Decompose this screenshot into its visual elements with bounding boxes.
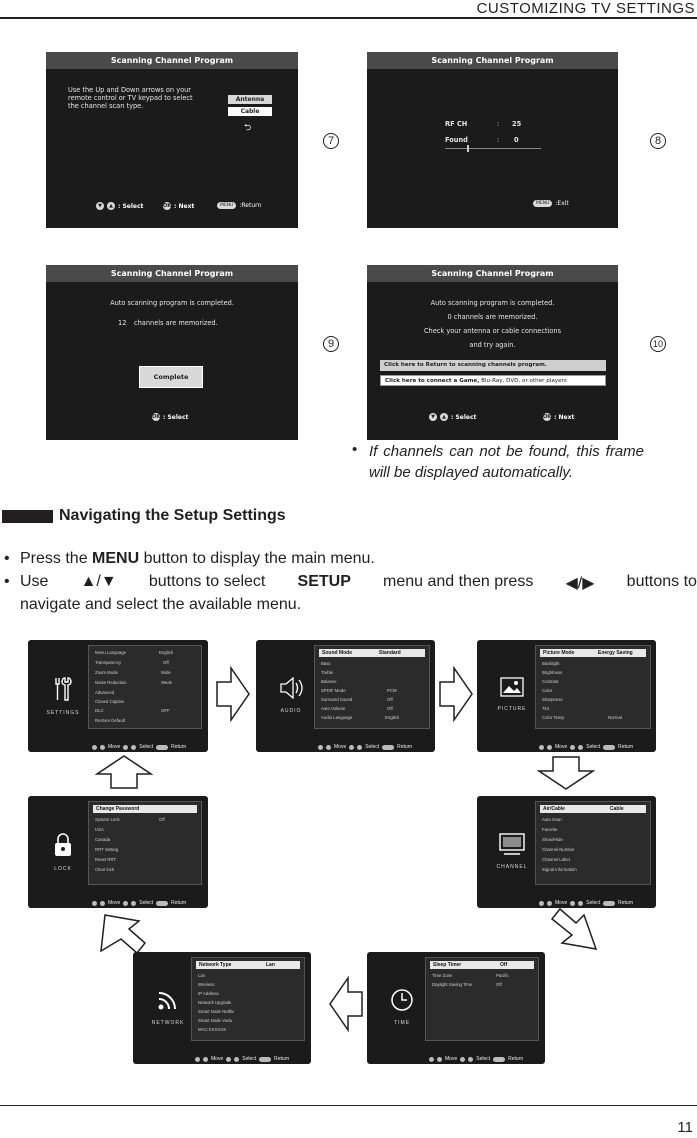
nav-key-icon (92, 901, 97, 906)
scanning-progress-screen (367, 52, 618, 228)
menu-head-label: Air/Cable (543, 806, 565, 812)
image-icon (499, 676, 525, 698)
note-text: If channels can not be found, this frame will be displayed automatically. (369, 443, 644, 481)
screen-title: Scanning Channel Program (46, 52, 298, 69)
found-label: Found (445, 136, 468, 144)
nav-key-icon (195, 1057, 200, 1062)
return-hint (217, 202, 261, 209)
memorized-message: 0 channels are memorized. (447, 313, 538, 321)
menu-row[interactable]: Auto Volume (321, 706, 346, 711)
nav-key-icon (570, 745, 575, 750)
nav-key-icon (326, 745, 331, 750)
nav-key-icon (203, 1057, 208, 1062)
menu-head-label: Picture Mode (543, 650, 575, 656)
clock-icon (390, 988, 414, 1012)
move-hint: Move (108, 744, 121, 750)
nav-key-icon (131, 901, 136, 906)
menu-row[interactable]: Color Temp. (542, 715, 566, 720)
menu-row[interactable]: Treble (321, 670, 334, 675)
menu-row[interactable]: Clear lock (95, 867, 115, 872)
instruction-2-mid: buttons to select (148, 573, 266, 590)
instruction-line: remote control or TV keypad to select (68, 94, 193, 102)
ok-key-icon: OK (152, 414, 161, 420)
time-panel (425, 957, 539, 1041)
step-number-9: 9 (323, 336, 339, 352)
menu-key-icon (259, 1057, 271, 1062)
menu-row[interactable]: Color (542, 688, 553, 693)
return-hint: Return (274, 1056, 290, 1062)
menu-head-value: Lan (266, 962, 275, 968)
select-hint: Select (242, 1056, 257, 1062)
menu-label: SETTINGS (46, 710, 80, 716)
nav-key-icon (357, 745, 362, 750)
channel-icon-block (487, 832, 537, 870)
menu-row[interactable]: USA (95, 827, 104, 832)
footer-rule (0, 1105, 697, 1106)
tv-icon (498, 832, 526, 856)
menu-head[interactable] (540, 649, 646, 657)
menu-row-value: Off (163, 660, 169, 665)
nav-key-icon (578, 901, 583, 906)
picture-panel (535, 645, 651, 729)
nav-key-icon (578, 745, 583, 750)
menu-head-value: Energy Saving (598, 650, 633, 656)
menu-row-value: Pacific (496, 973, 509, 978)
menu-row: MAC:XXXXXX (198, 1027, 226, 1032)
menu-row[interactable]: Wireless (198, 982, 215, 987)
instruction-1 (20, 550, 375, 568)
instruction-line: the channel scan type. (68, 102, 144, 110)
arrow-right-icon (438, 666, 474, 722)
connect-device-link-rest: Blu-Ray, DVD, or other players (479, 378, 567, 384)
menu-row-value: Off (496, 982, 502, 987)
menu-footer (92, 900, 186, 906)
menu-label: NETWORK (151, 1020, 185, 1026)
return-hint: Return (171, 744, 187, 750)
picture-menu (477, 640, 656, 752)
menu-row[interactable]: Tint (542, 706, 550, 711)
menu-row-value: PCM (387, 688, 397, 693)
screen-title: Scanning Channel Program (367, 265, 618, 282)
move-hint: Move (555, 900, 568, 906)
nav-key-icon (318, 745, 323, 750)
select-hint: Select (139, 744, 154, 750)
select-hint-label: : Select (163, 413, 189, 421)
screen-title: Scanning Channel Program (367, 52, 618, 69)
select-hint: Select (365, 744, 380, 750)
settings-icon-block (38, 676, 88, 716)
select-hint: Select (586, 900, 601, 906)
check-connection-message: Check your antenna or cable connections (423, 327, 562, 335)
down-key-icon: ▼ (429, 413, 437, 421)
menu-row[interactable]: Time Zone (432, 973, 453, 978)
progress-thumb (467, 145, 469, 152)
menu-row[interactable]: Canada (95, 837, 111, 842)
select-hint (96, 202, 143, 210)
nav-key-icon (539, 901, 544, 906)
menu-row[interactable]: Surround Sound (321, 697, 353, 702)
completed-message: Auto scanning program is completed. (430, 299, 555, 307)
nav-key-icon (429, 1057, 434, 1062)
return-hint: Return (618, 744, 634, 750)
menu-label: TIME (394, 1020, 410, 1026)
instruction-2-post: buttons to (626, 573, 697, 590)
menu-row[interactable]: Network Upgrade (198, 1000, 232, 1005)
select-hint (429, 413, 476, 421)
channel-menu (477, 796, 656, 908)
up-key-icon: ▲ (440, 413, 448, 421)
menu-row[interactable]: Backlight (542, 661, 560, 666)
menu-label: CHANNEL (496, 864, 528, 870)
menu-row[interactable]: Closed Caption (95, 699, 125, 704)
menu-row[interactable]: Bass (321, 661, 331, 666)
cable-option[interactable]: Cable (228, 107, 272, 116)
picture-icon-block (487, 676, 537, 712)
memorized-message: channels are memorized. (134, 319, 218, 327)
menu-row[interactable]: IP Address (198, 991, 219, 996)
section-heading (2, 507, 286, 525)
instruction-1-pre: Press the (20, 550, 93, 567)
menu-head-value: Standard (379, 650, 401, 656)
section-title: Navigating the Setup Settings (59, 507, 286, 524)
menu-row[interactable]: DLC (95, 708, 104, 713)
menu-row[interactable]: Favorite (542, 827, 558, 832)
bullet: • (4, 550, 10, 567)
nav-key-icon (123, 745, 128, 750)
menu-row-value: Off (387, 706, 393, 711)
lock-menu (28, 796, 208, 908)
select-hint (152, 413, 188, 421)
wifi-icon (156, 988, 180, 1012)
menu-row[interactable]: Daylight Saving Time (432, 982, 473, 987)
scan-complete-screen (46, 265, 298, 440)
settings-menu (28, 640, 208, 752)
menu-head[interactable] (540, 805, 646, 813)
step-number-7: 7 (323, 133, 339, 149)
menu-key-icon (603, 901, 615, 906)
return-to-scan-link[interactable]: Click here to Return to scanning channels program. (380, 360, 606, 371)
nav-key-icon (349, 745, 354, 750)
menu-row-value: Off (387, 697, 393, 702)
up-key-icon: ▲ (107, 202, 115, 210)
menu-head[interactable]: Change Password (93, 805, 197, 813)
rf-channel-value: 25 (512, 120, 522, 128)
menu-row-value: Weak (161, 680, 172, 685)
menu-key-icon (603, 745, 615, 750)
nav-key-icon (468, 1057, 473, 1062)
audio-menu (256, 640, 435, 752)
try-again-message: and try again. (469, 341, 516, 349)
select-hint: Select (476, 1056, 491, 1062)
menu-head-value: Off (500, 962, 508, 968)
complete-button[interactable]: Complete (139, 366, 203, 388)
menu-row[interactable]: Contrast (542, 679, 559, 684)
return-arrow-icon: ⮌ (244, 123, 252, 133)
page-header-title: CUSTOMIZING TV SETTINGS (476, 0, 695, 17)
move-hint: Move (211, 1056, 224, 1062)
instruction-2 (20, 573, 697, 593)
menu-key-icon (382, 745, 394, 750)
arrow-up-icon (95, 754, 153, 790)
menu-row[interactable]: Lan (198, 973, 206, 978)
nav-key-icon (92, 745, 97, 750)
menu-row[interactable]: Sharpness (542, 697, 563, 702)
exit-hint-label: :Exit (555, 200, 569, 207)
page-number: 11 (677, 1119, 693, 1136)
menu-label: AUDIO (280, 708, 302, 714)
menu-label: LOCK (54, 866, 72, 872)
exit-hint (533, 200, 569, 207)
return-hint: Return (618, 900, 634, 906)
menu-head-label: Network Type (199, 962, 232, 968)
completed-message: Auto scanning program is completed. (110, 299, 234, 307)
move-hint: Move (445, 1056, 458, 1062)
arrow-down-right-icon (548, 907, 600, 951)
lock-icon-block (38, 832, 88, 872)
found-value: 0 (514, 136, 519, 144)
menu-row[interactable]: SPDIF Mode (321, 688, 346, 693)
menu-row[interactable]: Restore Default (95, 718, 125, 723)
heading-marker (2, 510, 53, 523)
select-hint-label: : Select (118, 202, 144, 210)
menu-footer (318, 744, 412, 750)
menu-key-icon: MENU (533, 200, 552, 207)
return-hint: Return (397, 744, 413, 750)
rf-channel-label: RF CH (445, 120, 468, 128)
menu-row[interactable]: Smart Node Vudu (198, 1018, 232, 1023)
scan-type-screen (46, 52, 298, 228)
tools-icon (52, 676, 74, 702)
antenna-option[interactable]: Antenna (228, 95, 272, 104)
menu-key-icon (493, 1057, 505, 1062)
down-key-icon: ▼ (96, 202, 104, 210)
network-icon-block (143, 988, 193, 1026)
menu-footer (539, 744, 633, 750)
menu-key-icon (156, 745, 168, 750)
menu-row[interactable]: Channel Number (542, 847, 575, 852)
up-down-arrows-icon: ▲/▼ (80, 573, 117, 590)
menu-head-label: Sleep Timer (433, 962, 462, 968)
instruction-2-pre: Use (20, 573, 49, 590)
move-hint: Move (555, 744, 568, 750)
ok-key-icon: OK (543, 414, 552, 420)
menu-row-value: English (385, 715, 400, 720)
step-number-10: 10 (650, 336, 666, 352)
menu-row[interactable]: RRT Setting (95, 847, 119, 852)
time-menu (367, 952, 545, 1064)
connect-device-link[interactable] (380, 375, 606, 386)
menu-row-value: OFF (161, 708, 170, 713)
next-hint (543, 413, 574, 421)
nav-key-icon (131, 745, 136, 750)
menu-head[interactable] (319, 649, 425, 657)
menu-row-value: Wide (161, 670, 171, 675)
lock-panel (88, 801, 202, 885)
menu-row-value: Normal (608, 715, 622, 720)
setup-key-text: SETUP (297, 573, 351, 590)
return-hint: Return (171, 900, 187, 906)
left-right-arrows-icon: ◀/▶ (565, 575, 595, 592)
nav-key-icon (460, 1057, 465, 1062)
next-hint-label: : Next (174, 202, 195, 210)
channel-count: 12 (118, 319, 127, 327)
next-hint-label: : Next (554, 413, 575, 421)
move-hint: Move (108, 900, 121, 906)
channel-panel (535, 801, 651, 885)
menu-row[interactable]: Smart Node Netflix (198, 1009, 235, 1014)
menu-row[interactable]: Audio Language (321, 715, 353, 720)
menu-head[interactable] (430, 961, 534, 969)
menu-row[interactable]: Reset RRT (95, 857, 117, 862)
connect-device-link-bold: Click here to connect a Game, (385, 378, 480, 384)
note-bullet: • (352, 441, 358, 458)
move-hint: Move (334, 744, 347, 750)
menu-label: PICTURE (497, 706, 527, 712)
menu-row[interactable]: Zoom Mode (95, 670, 118, 675)
menu-key-icon: MENU (217, 202, 236, 209)
select-hint: Select (586, 744, 601, 750)
menu-footer (92, 744, 186, 750)
instruction-2-mid2: menu and then press (383, 573, 534, 590)
nav-key-icon (226, 1057, 231, 1062)
menu-footer (195, 1056, 289, 1062)
bullet: • (4, 573, 10, 590)
return-hint: Return (508, 1056, 524, 1062)
audio-panel (314, 645, 430, 729)
menu-row[interactable]: Show/Hide (542, 837, 563, 842)
nav-key-icon (234, 1057, 239, 1062)
menu-footer (539, 900, 633, 906)
nav-key-icon (437, 1057, 442, 1062)
next-hint (163, 202, 194, 210)
colon: : (497, 136, 500, 144)
progress-track (445, 148, 541, 149)
nav-key-icon (570, 901, 575, 906)
menu-row[interactable]: Advanced (95, 690, 115, 695)
menu-head-value: Cable (610, 806, 624, 812)
arrow-up-left-icon (97, 911, 149, 955)
instruction-line: Use the Up and Down arrows on your (68, 86, 192, 94)
instruction-2-line2: navigate and select the available menu. (20, 596, 302, 613)
menu-footer (429, 1056, 523, 1062)
menu-row-value: Off (159, 817, 165, 822)
menu-row-value: English (159, 650, 174, 655)
nav-key-icon (547, 901, 552, 906)
nav-key-icon (100, 745, 105, 750)
menu-row[interactable]: Balance (321, 679, 337, 684)
header-rule (0, 17, 697, 19)
menu-key-icon (156, 901, 168, 906)
menu-row[interactable]: Auto Scan (542, 817, 562, 822)
arrow-right-icon (215, 666, 251, 722)
select-hint: Select (139, 900, 154, 906)
menu-row[interactable]: Signal Information (542, 867, 577, 872)
network-panel (191, 957, 305, 1041)
speaker-icon (278, 676, 304, 700)
menu-row[interactable]: Transparency (95, 660, 122, 665)
menu-row[interactable]: Noise Reduction (95, 680, 127, 685)
time-icon-block (377, 988, 427, 1026)
network-menu (133, 952, 311, 1064)
select-hint-label: : Select (451, 413, 477, 421)
screen-title: Scanning Channel Program (46, 265, 298, 282)
menu-row[interactable]: Brightness (542, 670, 563, 675)
menu-key-text: MENU (92, 550, 140, 567)
arrow-left-icon (328, 976, 364, 1032)
nav-key-icon (123, 901, 128, 906)
nav-key-icon (547, 745, 552, 750)
colon: : (497, 120, 500, 128)
menu-head[interactable] (196, 961, 300, 969)
menu-head-label: Sound Mode (322, 650, 352, 656)
audio-icon-block (266, 676, 316, 714)
padlock-icon (52, 832, 74, 858)
menu-row[interactable]: Menu Language (95, 650, 127, 655)
nav-key-icon (539, 745, 544, 750)
arrow-down-icon (537, 755, 595, 791)
no-channels-screen (367, 265, 618, 440)
step-number-8: 8 (650, 133, 666, 149)
nav-key-icon (100, 901, 105, 906)
menu-row[interactable]: Channel Label (542, 857, 570, 862)
ok-key-icon: OK (163, 203, 172, 209)
return-hint-label: :Return (239, 202, 262, 209)
settings-panel (88, 645, 202, 729)
instruction-1-post: button to display the main menu. (139, 550, 375, 567)
menu-row[interactable]: System Lock (95, 817, 120, 822)
